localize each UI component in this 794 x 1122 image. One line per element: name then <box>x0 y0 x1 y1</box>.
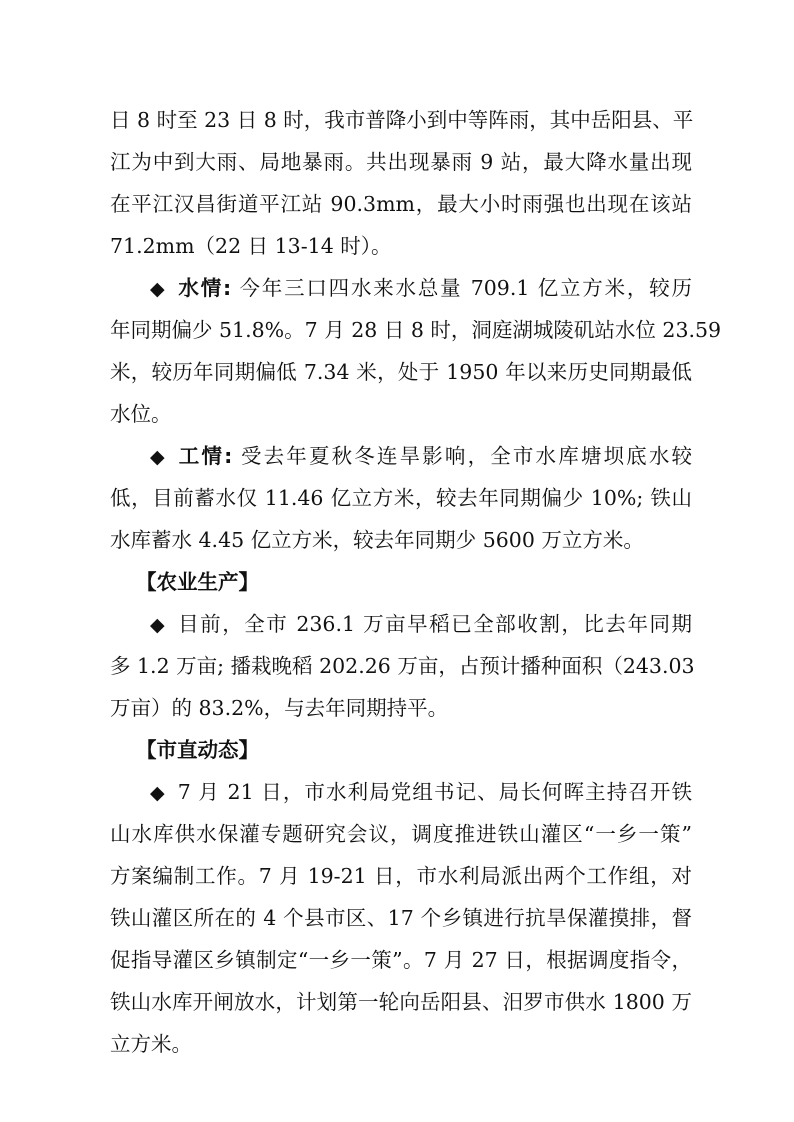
section-heading-agriculture: 【农业生产】 <box>136 570 259 594</box>
diamond-bullet-icon: ◆ <box>150 278 167 300</box>
section-heading-city: 【市直动态】 <box>136 738 259 762</box>
text-line: 促指导灌区乡镇制定“一乡一策”。7 月 27 日，根据调度指令， <box>110 948 692 972</box>
diamond-bullet-icon: ◆ <box>150 782 166 804</box>
city-paragraph-first-line <box>150 771 692 813</box>
text-line: 万亩）的 83.2%，与去年同期持平。 <box>110 696 449 720</box>
text-line: 71.2mm（22 日 13-14 时）。 <box>110 234 392 258</box>
text-line: 铁山灌区所在的 4 个县市区、17 个乡镇进行抗旱保灌摸排，督 <box>110 906 692 930</box>
water-label: 水情: <box>178 276 232 300</box>
works-text: 受去年夏秋冬连旱影响，全市水库塘坝底水较 <box>240 444 692 468</box>
text-line: 江为中到大雨、局地暴雨。共出现暴雨 9 站，最大降水量出现 <box>110 150 692 174</box>
text-line: 山水库供水保灌专题研究会议，调度推进铁山灌区“一乡一策” <box>110 822 692 846</box>
agri-text: 目前，全市 236.1 万亩早稻已全部收割，比去年同期 <box>178 612 693 636</box>
water-paragraph-first-line <box>150 267 692 309</box>
text-line: 日 8 时至 23 日 8 时，我市普降小到中等阵雨，其中岳阳县、平 <box>110 108 694 132</box>
text-line: 方案编制工作。7 月 19-21 日，市水利局派出两个工作组，对 <box>110 864 692 888</box>
text-line: 水库蓄水 4.45 亿立方米，较去年同期少 5600 万立方米。 <box>110 528 644 552</box>
text-line: 在平江汉昌街道平江站 90.3mm，最大小时雨强也出现在该站 <box>110 192 692 216</box>
text-line: 立方米。 <box>110 1032 192 1056</box>
agri-paragraph-first-line <box>150 603 692 645</box>
text-line: 铁山水库开闸放水，计划第一轮向岳阳县、汨罗市供水 1800 万 <box>110 990 692 1014</box>
text-line: 水位。 <box>110 402 172 426</box>
diamond-bullet-icon: ◆ <box>150 446 167 468</box>
text-line: 低，目前蓄水仅 11.46 亿立方米，较去年同期偏少 10%; 铁山 <box>110 486 692 510</box>
water-text: 今年三口四水来水总量 709.1 亿立方米，较历 <box>239 276 692 300</box>
works-label: 工情: <box>178 444 233 468</box>
city-text: 7 月 21 日，市水利局党组书记、局长何晖主持召开铁 <box>177 780 692 804</box>
diamond-bullet-icon: ◆ <box>150 614 167 636</box>
text-line: 多 1.2 万亩; 播栽晚稻 202.26 万亩，占预计播种面积（243.03 <box>110 654 695 678</box>
text-line: 米，较历年同期偏低 7.34 米，处于 1950 年以来历史同期最低 <box>110 360 692 384</box>
works-paragraph-first-line <box>150 435 692 477</box>
text-line: 年同期偏少 51.8%。7 月 28 日 8 时，洞庭湖城陵矶站水位 23.59 <box>110 318 722 342</box>
